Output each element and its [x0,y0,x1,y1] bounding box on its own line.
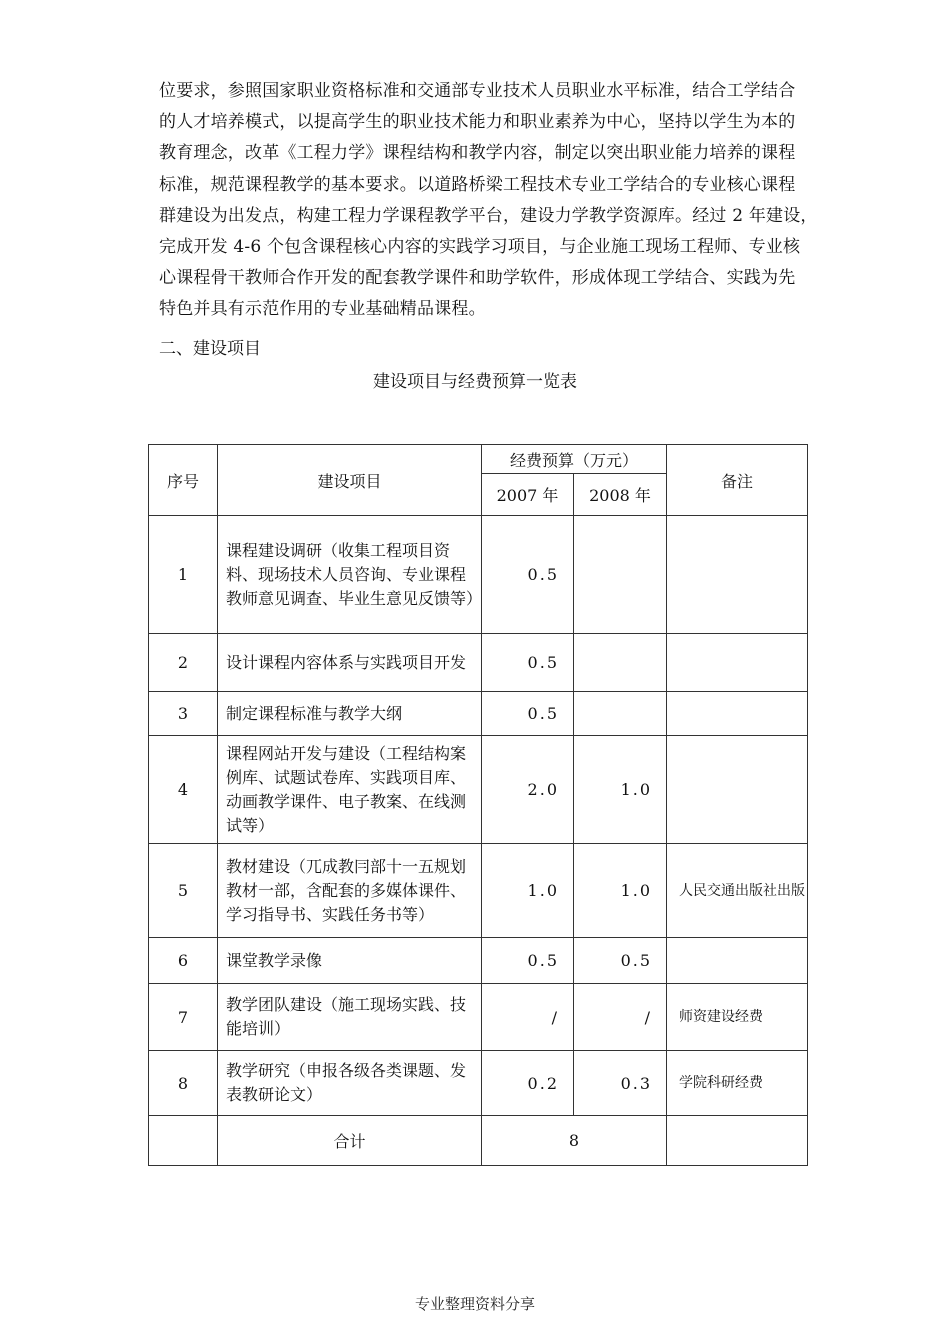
row-index: 2 [149,634,218,692]
total-note [667,1116,808,1166]
row-2008: / [574,984,667,1051]
row-item: 教学研究（申报各级各类课题、发表教研论文） [218,1051,482,1116]
row-item: 设计课程内容体系与实践项目开发 [218,634,482,692]
table-total-row [149,1116,808,1166]
table-row [149,938,808,984]
intro-paragraph [159,76,839,326]
row-note [667,516,808,634]
page-footer: 专业整理资料分享 [414,1295,535,1313]
row-item: 课程网站开发与建设（工程结构案例库、试题试卷库、实践项目库、动画教学课件、电子教案、在线测试等） [218,736,482,844]
table-title: 建设项目与经费预算一览表 [373,372,577,392]
table-row [149,844,808,938]
table-row [149,984,808,1051]
row-2007: 0.5 [482,938,574,984]
row-index: 7 [149,984,218,1051]
row-2007: 0.5 [482,634,574,692]
row-2008: 1.0 [574,736,667,844]
row-2008: 1.0 [574,844,667,938]
table-header-row [149,445,808,474]
row-note [667,938,808,984]
row-note: 师资建设经费 [667,984,808,1051]
row-2007: / [482,984,574,1051]
row-2008 [574,516,667,634]
total-index-empty [149,1116,218,1166]
header-budget-group: 经费预算（万元） [482,445,667,474]
row-index: 4 [149,736,218,844]
table-row [149,634,808,692]
row-2008 [574,634,667,692]
row-index: 1 [149,516,218,634]
row-index: 8 [149,1051,218,1116]
row-item: 课程建设调研（收集工程项目资料、现场技术人员咨询、专业课程教师意见调查、毕业生意见反馈等） [218,516,482,634]
row-item: 制定课程标准与教学大纲 [218,692,482,736]
total-label: 合计 [218,1116,482,1166]
paragraph-line: 心课程骨干教师合作开发的配套教学课件和助学软件，形成体现工学结合、实践为先 [159,268,796,289]
row-2007: 0.2 [482,1051,574,1116]
total-value: 8 [482,1116,667,1166]
table-row [149,1051,808,1116]
paragraph-line: 特色并具有示范作用的专业基础精品课程。 [159,299,486,320]
header-item: 建设项目 [218,445,482,516]
row-index: 6 [149,938,218,984]
row-note: 人民交通出版社出版 [667,844,808,938]
row-item: 教学团队建设（施工现场实践、技能培训） [218,984,482,1051]
row-index: 3 [149,692,218,736]
header-year-2008: 2008 年 [574,474,667,516]
row-note [667,692,808,736]
table-row [149,692,808,736]
row-item: 课堂教学录像 [218,938,482,984]
table-row [149,516,808,634]
paragraph-line: 群建设为出发点，构建工程力学课程教学平台，建设力学教学资源库。经过 2 年建设， [159,205,818,226]
budget-table [148,444,808,1166]
row-2008: 0.3 [574,1051,667,1116]
row-note [667,736,808,844]
table-row [149,736,808,844]
row-note [667,634,808,692]
paragraph-line: 位要求，参照国家职业资格标准和交通部专业技术人员职业水平标准，结合工学结合 [159,81,796,101]
row-2007: 1.0 [482,844,574,938]
row-2008 [574,692,667,736]
header-note: 备注 [667,445,808,516]
row-2007: 2.0 [482,736,574,844]
row-2007: 0.5 [482,692,574,736]
row-item: 教材建设（兀成教冃部十一五规划教材一部，含配套的多媒体课件、学习指导书、实践任务书等） [218,844,482,938]
header-index: 序号 [149,445,218,516]
row-index: 5 [149,844,218,938]
paragraph-line: 完成开发 4-6 个包含课程核心内容的实践学习项目，与企业施工现场工程师、专业核 [159,236,801,257]
paragraph-line: 教育理念，改革《工程力学》课程结构和教学内容，制定以突出职业能力培养的课程 [159,143,796,164]
paragraph-line: 标准，规范课程教学的基本要求。以道路桥梁工程技术专业工学结合的专业核心课程 [159,174,796,195]
paragraph-line: 的人才培养模式，以提高学生的职业技术能力和职业素养为中心，坚持以学生为本的 [159,112,796,133]
section-heading: 二、建设项目 [159,339,261,359]
row-2008: 0.5 [574,938,667,984]
row-2007: 0.5 [482,516,574,634]
header-year-2007: 2007 年 [482,474,574,516]
row-note: 学院科研经费 [667,1051,808,1116]
